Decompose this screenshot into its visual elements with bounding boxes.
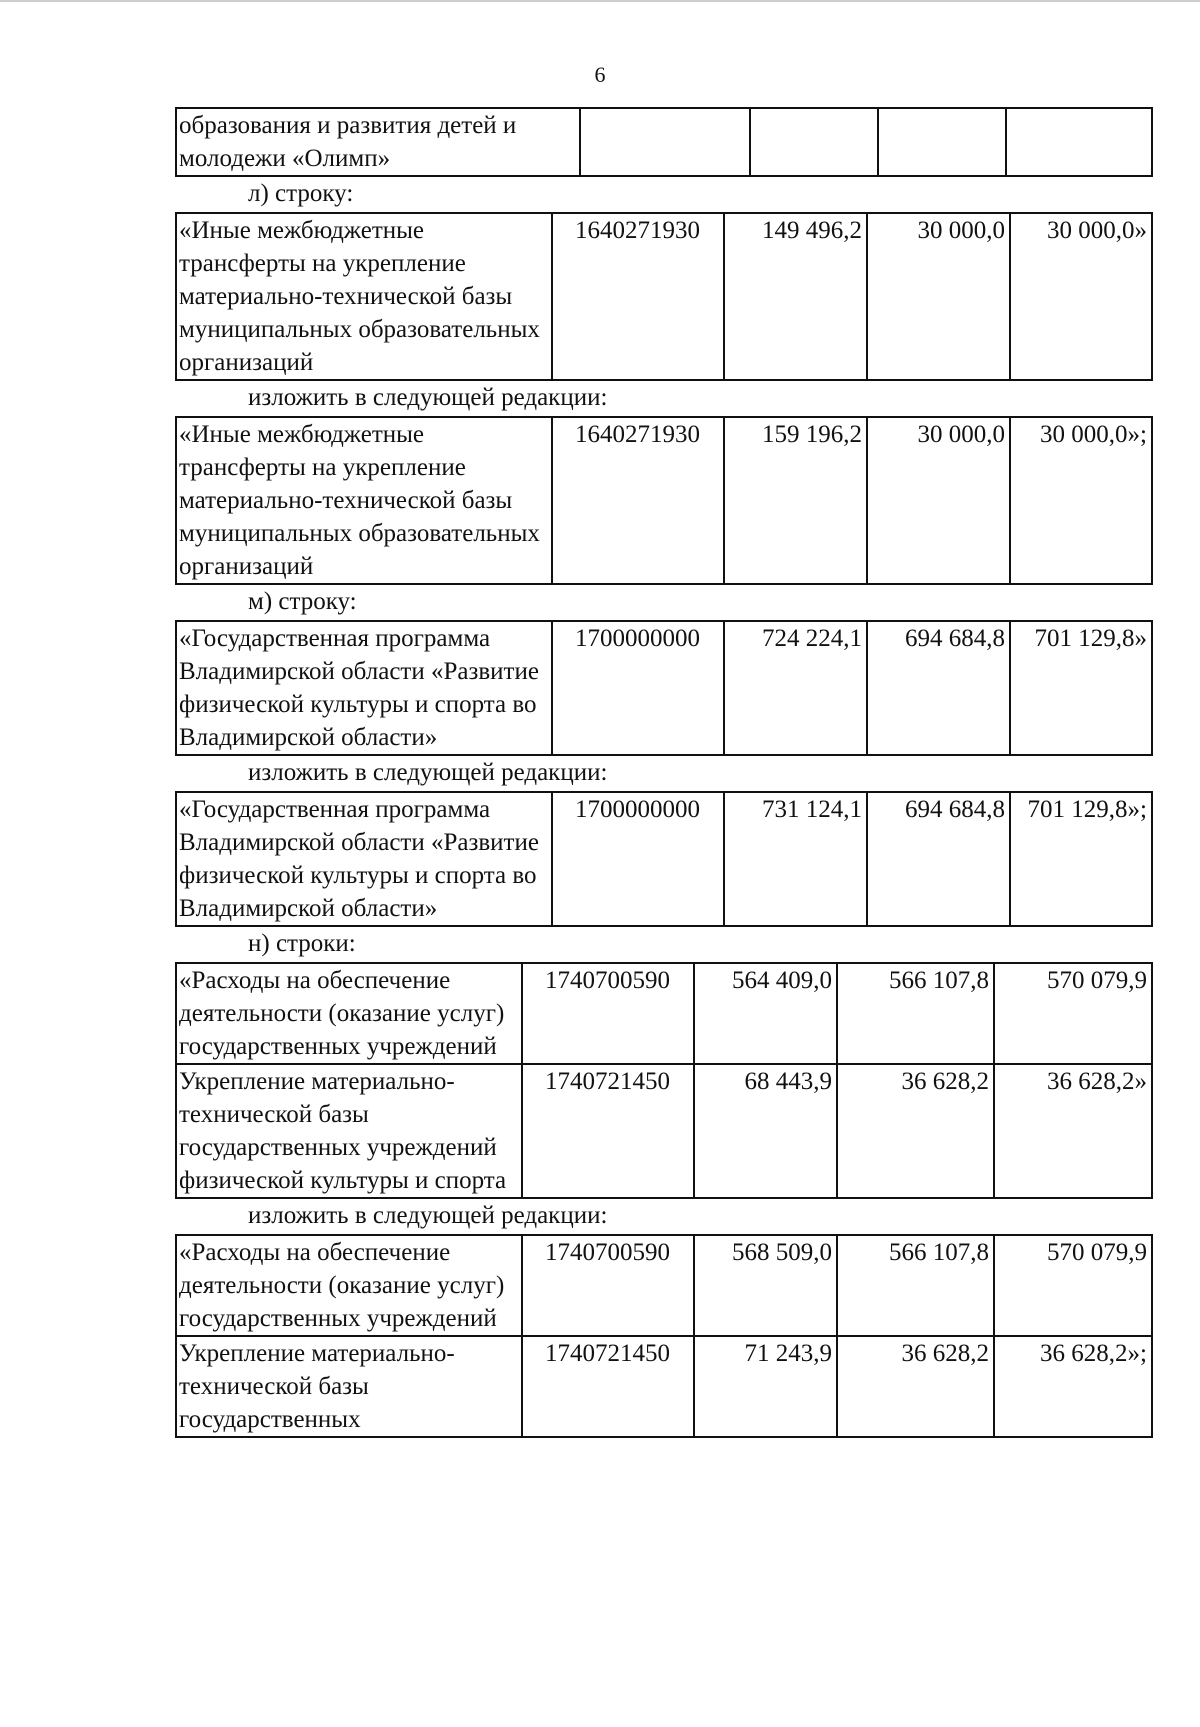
row-code: 1700000000 bbox=[552, 621, 724, 755]
row-code: 1740721450 bbox=[522, 1336, 694, 1437]
row-value-1: 68 443,9 bbox=[694, 1064, 837, 1198]
row-value-3: 570 079,9 bbox=[994, 963, 1152, 1064]
page-number: 6 bbox=[594, 62, 606, 87]
table-row bbox=[176, 108, 1152, 176]
row-value-2: 566 107,8 bbox=[837, 963, 994, 1064]
row-value-2: 30 000,0 bbox=[867, 417, 1010, 584]
row-name: образования и развития детей и молодежи «Олимп» bbox=[176, 108, 580, 176]
row-value-3: 30 000,0» bbox=[1010, 213, 1152, 380]
row-code: 1740700590 bbox=[522, 963, 694, 1064]
table-row bbox=[176, 621, 1152, 755]
budget-table-l-new bbox=[175, 416, 1153, 585]
budget-table-m-new bbox=[175, 791, 1153, 927]
row-value-3: 36 628,2» bbox=[994, 1064, 1152, 1198]
row-code: 1700000000 bbox=[552, 792, 724, 926]
row-code bbox=[580, 108, 750, 176]
row-name: Укрепление материально-технической базы государственных bbox=[176, 1336, 522, 1437]
table-row bbox=[176, 1235, 1152, 1336]
row-value-3 bbox=[1006, 108, 1152, 176]
row-value-2: 694 684,8 bbox=[867, 621, 1010, 755]
table-row bbox=[176, 963, 1152, 1064]
row-value-1: 71 243,9 bbox=[694, 1336, 837, 1437]
table-row bbox=[176, 1336, 1152, 1437]
document-body bbox=[175, 107, 1151, 1438]
row-value-2: 36 628,2 bbox=[837, 1064, 994, 1198]
row-value-1 bbox=[750, 108, 878, 176]
section-caption-l-new: изложить в следующей редакции: bbox=[248, 384, 608, 411]
row-name: «Иные межбюджетные трансферты на укрепление материально-технической базы муниципальных образовательных организаций bbox=[176, 213, 552, 380]
row-code: 1640271930 bbox=[552, 213, 724, 380]
row-code: 1740700590 bbox=[522, 1235, 694, 1336]
section-caption-n-new: изложить в следующей редакции: bbox=[248, 1202, 608, 1229]
row-name: Укрепление материально-технической базы государственных учреждений физической культуры и спорта bbox=[176, 1064, 522, 1198]
row-value-3: 30 000,0»; bbox=[1010, 417, 1152, 584]
row-value-2: 30 000,0 bbox=[867, 213, 1010, 380]
row-value-3: 36 628,2»; bbox=[994, 1336, 1152, 1437]
section-caption-l: л) строку: bbox=[248, 180, 354, 207]
table-row bbox=[176, 792, 1152, 926]
row-value-1: 564 409,0 bbox=[694, 963, 837, 1064]
budget-table-fragment bbox=[175, 107, 1153, 177]
row-value-2 bbox=[878, 108, 1006, 176]
table-row bbox=[176, 1064, 1152, 1198]
budget-table-m-old bbox=[175, 620, 1153, 756]
section-caption-n: н) строки: bbox=[248, 930, 356, 957]
row-value-3: 701 129,8»; bbox=[1010, 792, 1152, 926]
row-name: «Расходы на обеспечение деятельности (оказание услуг) государственных учреждений bbox=[176, 963, 522, 1064]
row-code: 1640271930 bbox=[552, 417, 724, 584]
budget-table-n-new bbox=[175, 1234, 1153, 1438]
row-name: «Государственная программа Владимирской области «Развитие физической культуры и спорта во Владимирской области» bbox=[176, 792, 552, 926]
row-name: «Государственная программа Владимирской области «Развитие физической культуры и спорта во Владимирской области» bbox=[176, 621, 552, 755]
row-code: 1740721450 bbox=[522, 1064, 694, 1198]
row-value-2: 36 628,2 bbox=[837, 1336, 994, 1437]
row-value-2: 566 107,8 bbox=[837, 1235, 994, 1336]
row-value-1: 731 124,1 bbox=[724, 792, 867, 926]
scan-edge-line bbox=[0, 0, 1200, 2]
row-value-2: 694 684,8 bbox=[867, 792, 1010, 926]
table-row bbox=[176, 417, 1152, 584]
budget-table-n-old bbox=[175, 962, 1153, 1199]
table-row bbox=[176, 213, 1152, 380]
section-caption-m: м) строку: bbox=[248, 588, 357, 615]
row-value-1: 149 496,2 bbox=[724, 213, 867, 380]
row-value-1: 159 196,2 bbox=[724, 417, 867, 584]
row-value-1: 724 224,1 bbox=[724, 621, 867, 755]
row-value-3: 701 129,8» bbox=[1010, 621, 1152, 755]
budget-table-l-old bbox=[175, 212, 1153, 381]
row-value-3: 570 079,9 bbox=[994, 1235, 1152, 1336]
row-name: «Иные межбюджетные трансферты на укрепление материально-технической базы муниципальных образовательных организаций bbox=[176, 417, 552, 584]
row-value-1: 568 509,0 bbox=[694, 1235, 837, 1336]
section-caption-m-new: изложить в следующей редакции: bbox=[248, 759, 608, 786]
row-name: «Расходы на обеспечение деятельности (оказание услуг) государственных учреждений bbox=[176, 1235, 522, 1336]
